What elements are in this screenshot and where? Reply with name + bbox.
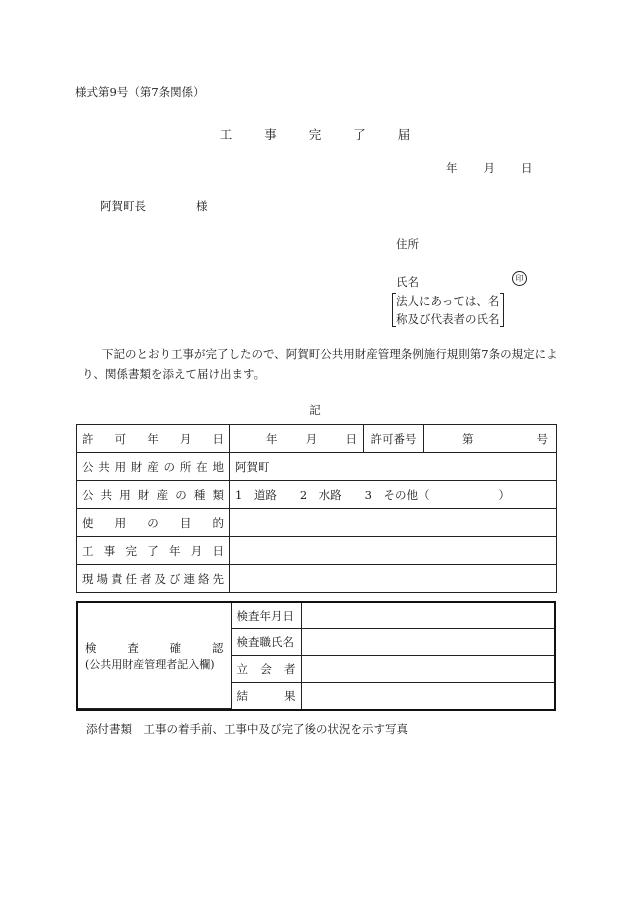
type-label: 公共用財産の種類 xyxy=(77,481,230,509)
permit-number-field[interactable] xyxy=(424,425,557,453)
title-char: 届 xyxy=(397,127,411,142)
attachment-note: 添付書類 工事の着手前、工事中及び完了後の状況を示す写真 xyxy=(86,722,408,736)
title-char: 了 xyxy=(353,127,366,142)
completion-date-field[interactable] xyxy=(230,537,557,565)
body-text: 下記のとおり工事が完了したので、阿賀町公共用財産管理条例施行規則第7条の規定により、関係書類を添えて届け出ます。 xyxy=(82,347,558,381)
date-day: 日 xyxy=(521,161,533,175)
inspector-name-field[interactable] xyxy=(301,629,554,656)
address-label: 住所 xyxy=(396,237,419,251)
corporation-note-line: 称及び代表者の氏名 xyxy=(396,312,500,326)
permit-number-suffix: 号 xyxy=(536,431,548,446)
submission-date xyxy=(446,160,533,176)
details-table xyxy=(76,424,557,593)
table-row xyxy=(77,481,557,509)
contact-field[interactable] xyxy=(230,565,557,593)
corporation-note-line: 法人にあっては、名 xyxy=(396,294,500,308)
date-year: 年 xyxy=(446,161,458,175)
title-char: 事 xyxy=(264,127,277,142)
permit-date-label: 許可年月日 xyxy=(77,425,230,453)
table-row xyxy=(77,453,557,481)
completion-date-label: 工事完了年月日 xyxy=(77,537,230,565)
inspection-sublabel: (公共用財産管理者記入欄) xyxy=(85,657,215,671)
purpose-label: 使用の目的 xyxy=(77,509,230,537)
inspection-date-field[interactable] xyxy=(301,603,554,629)
date-day: 日 xyxy=(345,431,357,446)
location-field[interactable]: 阿賀町 xyxy=(230,453,557,481)
inspector-name-label: 検査職氏名 xyxy=(231,629,301,656)
inspection-label-cell xyxy=(78,603,231,709)
inspection-section xyxy=(76,601,556,711)
permit-number-prefix: 第 xyxy=(462,431,474,446)
form-number: 様式第9号（第7条関係） xyxy=(75,85,205,99)
result-label: 結果 xyxy=(231,683,301,709)
table-row xyxy=(77,565,557,593)
witness-label: 立会者 xyxy=(231,656,301,683)
permit-date-field[interactable] xyxy=(230,425,364,453)
result-field[interactable] xyxy=(301,683,554,709)
document-title xyxy=(0,125,630,143)
date-month: 月 xyxy=(483,161,495,175)
date-year: 年 xyxy=(266,431,278,446)
ki-heading: 記 xyxy=(309,403,321,417)
corporation-note xyxy=(392,292,504,328)
inspection-label: 検査確認 xyxy=(85,640,224,655)
title-char: 完 xyxy=(308,127,322,142)
purpose-field[interactable] xyxy=(230,509,557,537)
date-month: 月 xyxy=(305,431,318,446)
seal-mark: 印 xyxy=(512,271,527,286)
table-row xyxy=(77,537,557,565)
permit-number-label: 許可番号 xyxy=(364,425,424,453)
table-row xyxy=(77,425,557,453)
inspection-date-label: 検査年月日 xyxy=(231,603,301,629)
location-label: 公共用財産の所在地 xyxy=(77,453,230,481)
table-row xyxy=(77,509,557,537)
contact-label: 現場責任者及び連絡先 xyxy=(77,565,230,593)
type-field[interactable]: 1 道路 2 水路 3 その他（ ） xyxy=(230,481,557,509)
name-label: 氏名 xyxy=(396,275,419,289)
title-char: 工 xyxy=(219,127,233,142)
addressee-honorific: 様 xyxy=(196,199,208,213)
addressee: 阿賀町長 xyxy=(100,199,146,213)
witness-field[interactable] xyxy=(301,656,554,683)
